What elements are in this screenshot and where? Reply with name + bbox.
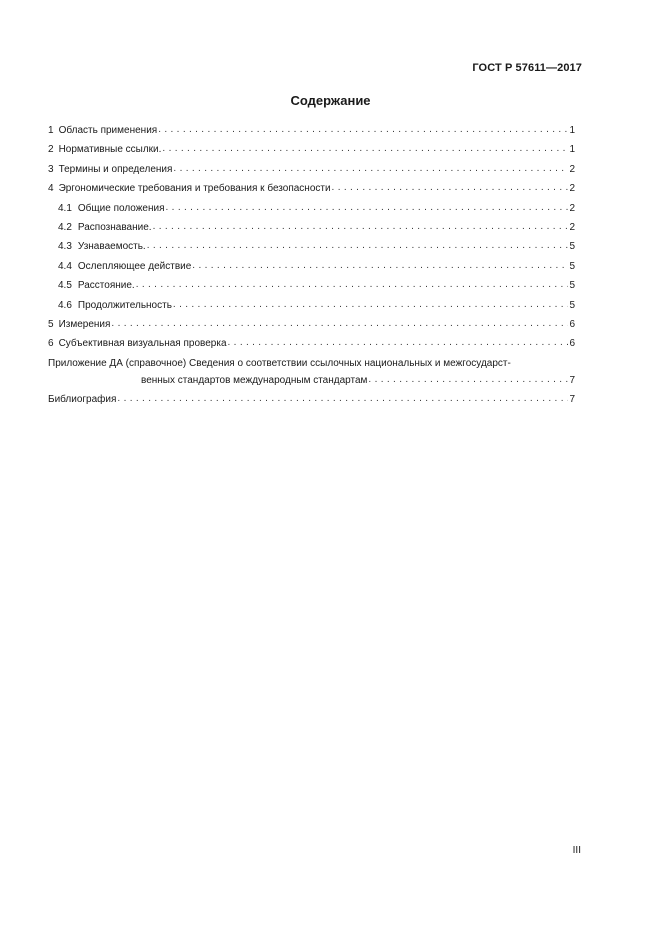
toc-entry-text: Субъективная визуальная проверка xyxy=(58,338,227,350)
toc-entry-text: Ослепляющее действие xyxy=(77,260,192,272)
toc-entry-number: 4.2 xyxy=(58,221,72,233)
toc-entry-page: 6 xyxy=(569,338,575,350)
toc-entry-4-4[interactable] xyxy=(48,261,575,280)
dot-leader xyxy=(162,143,568,154)
toc-entry-page: 6 xyxy=(569,318,575,330)
dot-leader xyxy=(117,393,568,404)
dot-leader xyxy=(147,240,569,251)
toc-entry-4-3[interactable] xyxy=(48,241,575,260)
toc-entry-text: Общие положения xyxy=(77,202,165,214)
table-of-contents xyxy=(48,125,575,413)
toc-entry-number: 4.5 xyxy=(58,280,72,292)
toc-entry-number: 4.3 xyxy=(58,241,72,253)
toc-entry-page: 5 xyxy=(569,260,575,272)
toc-entry-6[interactable] xyxy=(48,338,575,357)
toc-entry-4-2[interactable] xyxy=(48,222,575,241)
toc-entry-4[interactable] xyxy=(48,183,575,202)
dot-leader xyxy=(368,374,568,385)
toc-entry-page: 5 xyxy=(569,241,575,253)
toc-entry-bibliography[interactable] xyxy=(48,394,575,413)
toc-entry-page: 2 xyxy=(569,221,575,233)
toc-entry-3[interactable] xyxy=(48,164,575,183)
toc-entry-text: Расстояние. xyxy=(77,280,135,292)
toc-entry-page: 2 xyxy=(569,163,575,175)
dot-leader xyxy=(192,260,568,271)
toc-entry-text: Эргономические требования и требования к безопасности xyxy=(58,183,331,195)
toc-entry-text: Измерения xyxy=(58,318,111,330)
toc-entry-text: Нормативные ссылки. xyxy=(58,144,162,156)
toc-entry-page: 5 xyxy=(569,299,575,311)
toc-entry-text: Приложение ДА (справочное) Сведения о соответствии ссылочных национальных и межгосударст- xyxy=(48,357,511,369)
toc-entry-number: 4.1 xyxy=(58,202,72,214)
dot-leader xyxy=(166,202,569,213)
toc-entry-number: 3 xyxy=(48,163,54,175)
dot-leader xyxy=(111,318,568,329)
toc-title: Содержание xyxy=(290,93,371,108)
toc-entry-page: 1 xyxy=(569,144,575,156)
dot-leader xyxy=(158,124,568,135)
doc-code: ГОСТ Р 57611—2017 xyxy=(472,62,582,74)
toc-entry-page: 7 xyxy=(569,374,575,386)
dot-leader xyxy=(228,337,569,348)
toc-entry-2[interactable] xyxy=(48,144,575,163)
toc-entry-4-6[interactable] xyxy=(48,300,575,319)
toc-entry-text: Узнаваемость. xyxy=(77,241,146,253)
dot-leader xyxy=(136,279,569,290)
dot-leader xyxy=(173,299,569,310)
toc-entry-text: Область применения xyxy=(58,125,158,136)
toc-entry-text: Продолжительность xyxy=(77,299,172,311)
toc-entry-page: 2 xyxy=(569,183,575,195)
toc-entry-text: венных стандартов международным стандартам xyxy=(141,374,368,386)
dot-leader xyxy=(153,221,569,232)
toc-entry-number: 4.6 xyxy=(58,299,72,311)
toc-entry-text: Библиография xyxy=(48,394,117,406)
toc-entry-page: 5 xyxy=(569,280,575,292)
toc-entry-text: Распознавание. xyxy=(77,221,152,233)
toc-entry-4-5[interactable] xyxy=(48,280,575,299)
toc-entry-page: 2 xyxy=(569,202,575,214)
toc-entry-annex-da-continued[interactable] xyxy=(48,375,575,394)
toc-entry-number: 4.4 xyxy=(58,260,72,272)
toc-entry-annex-da[interactable] xyxy=(48,358,575,375)
toc-entry-page: 7 xyxy=(569,394,575,406)
toc-entry-4-1[interactable] xyxy=(48,203,575,222)
toc-entry-5[interactable] xyxy=(48,319,575,338)
toc-entry-number: 2 xyxy=(48,144,54,156)
toc-entry-number: 4 xyxy=(48,183,54,195)
toc-entry-1[interactable] xyxy=(48,125,575,144)
page-number: III xyxy=(572,845,581,856)
dot-leader xyxy=(332,182,569,193)
toc-entry-text: Термины и определения xyxy=(58,163,173,175)
toc-entry-number: 1 xyxy=(48,125,54,136)
toc-entry-number: 5 xyxy=(48,318,54,330)
toc-entry-number: 6 xyxy=(48,338,54,350)
toc-entry-page: 1 xyxy=(569,125,575,136)
dot-leader xyxy=(173,163,568,174)
